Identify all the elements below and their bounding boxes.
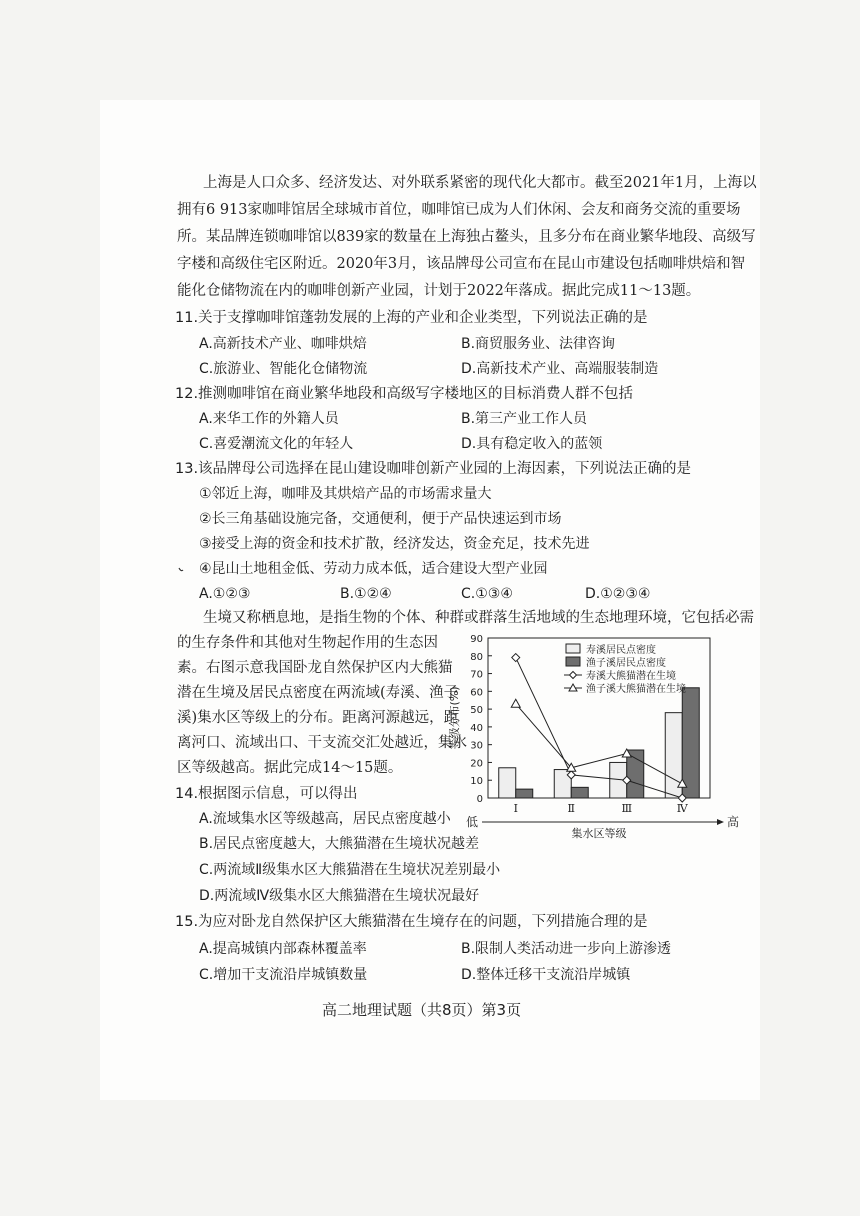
question-14-option-c[interactable]: C.两流域Ⅱ级集水区大熊猫潜在生境状况差别最小 — [199, 862, 501, 878]
triangle-point — [511, 699, 520, 707]
passage2-line-5: 溪)集水区等级上的分布。距离河源越远，距 — [177, 710, 459, 726]
passage2-line-1: 生境又称栖息地，是指生物的个体、种群或群落生活地域的生态地理环境，它包括必需 — [203, 610, 754, 626]
question-15-option-d[interactable]: D.整体迁移干支流沿岸城镇 — [461, 967, 631, 983]
y-tick-label: 10 — [470, 776, 483, 788]
passage1-line-2: 拥有6 913家咖啡馆居全球城市首位，咖啡馆已成为人们休闲、会友和商务交流的重要场 — [177, 202, 741, 218]
question-11-stem: 11.关于支撑咖啡馆蓬勃发展的上海的产业和企业类型，下列说法正确的是 — [175, 310, 648, 326]
question-15-stem: 15.为应对卧龙自然保护区大熊猫潜在生境存在的问题，下列措施合理的是 — [175, 914, 648, 930]
question-13-item-2: ②长三角基础设施完备，交通便利，便于产品快速运到市场 — [199, 511, 562, 527]
bar — [571, 787, 588, 798]
stray-mark-icon — [178, 567, 184, 573]
x-tick-label: Ⅲ — [621, 802, 633, 815]
bar — [516, 789, 533, 798]
y-tick-label: 50 — [470, 705, 483, 717]
x-axis-label: 集水区等级 — [571, 827, 627, 840]
diamond-point — [512, 654, 520, 662]
legend-label: 寿溪大熊猫潜在生境 — [586, 671, 676, 682]
passage1-line-3: 所。某品牌连锁咖啡馆以839家的数量在上海独占鳌头，且多分布在商业繁华地段、高级写 — [177, 229, 756, 245]
question-12-stem: 12.推测咖啡馆在商业繁华地段和高级写字楼地区的目标消费人群不包括 — [175, 386, 634, 402]
question-13-option-b[interactable]: B.①②④ — [340, 586, 392, 602]
y-tick-label: 60 — [470, 687, 483, 699]
question-13-stem: 13.该品牌母公司选择在昆山建设咖啡创新产业园的上海因素，下列说法正确的是 — [175, 461, 692, 477]
y-tick-label: 40 — [470, 722, 483, 734]
question-11-option-b[interactable]: B.商贸服务业、法律咨询 — [461, 336, 616, 352]
question-14-stem: 14.根据图示信息，可以得出 — [175, 786, 358, 802]
passage1-line-5: 能化仓储物流在内的咖啡创新产业园，计划于2022年落成。据此完成11～13题。 — [177, 283, 701, 299]
question-12-option-a[interactable]: A.来华工作的外籍人员 — [199, 411, 339, 427]
passage2-line-4: 潜在生境及居民点密度在两流域(寿溪、渔子 — [177, 685, 459, 701]
legend-diamond-icon — [570, 672, 577, 679]
question-13-item-4: ④昆山土地租金低、劳动力成本低，适合建设大型产业园 — [199, 561, 548, 577]
question-13-item-3: ③接受上海的资金和技术扩散，经济发达，资金充足，技术先进 — [199, 536, 590, 552]
legend-swatch — [566, 657, 580, 666]
y-axis-label: 等级分布(%) — [448, 686, 461, 750]
legend-label: 渔子溪大熊猫潜在生境 — [586, 684, 686, 695]
question-15-option-a[interactable]: A.提高城镇内部森林覆盖率 — [199, 941, 367, 957]
legend-label: 寿溪居民点密度 — [586, 645, 656, 656]
question-12-option-c[interactable]: C.喜爱潮流文化的年轻人 — [199, 436, 354, 452]
y-tick-label: 20 — [470, 758, 483, 770]
question-12-option-d[interactable]: D.具有稳定收入的蓝领 — [461, 436, 603, 452]
question-11-option-a[interactable]: A.高新技术产业、咖啡烘焙 — [199, 336, 367, 352]
question-12-option-b[interactable]: B.第三产业工作人员 — [461, 411, 588, 427]
x-low-label: 低 — [466, 815, 479, 829]
y-tick-label: 0 — [476, 794, 483, 805]
question-14-option-b[interactable]: B.居民点密度越大，大熊猫潜在生境状况越差 — [199, 836, 480, 852]
question-11-option-d[interactable]: D.高新技术产业、高端服装制造 — [461, 361, 659, 377]
question-13-option-a[interactable]: A.①②③ — [199, 586, 251, 602]
y-tick-label: 90 — [470, 634, 483, 645]
passage1-line-1: 上海是人口众多、经济发达、对外联系紧密的现代化大都市。截至2021年1月，上海以 — [203, 175, 757, 191]
x-arrow-head — [717, 819, 724, 825]
y-tick-label: 70 — [470, 669, 483, 681]
passage2-line-6: 离河口、流域出口、干支流交汇处越近，集水 — [177, 735, 467, 751]
x-tick-label: Ⅰ — [513, 802, 518, 815]
question-11-option-c[interactable]: C.旅游业、智能化仓储物流 — [199, 361, 368, 377]
question-14-option-d[interactable]: D.两流域Ⅳ级集水区大熊猫潜在生境状况最好 — [199, 888, 480, 904]
question-13-option-c[interactable]: C.①③④ — [461, 586, 513, 602]
passage2-line-3: 素。右图示意我国卧龙自然保护区内大熊猫 — [177, 660, 453, 676]
legend-swatch — [566, 644, 580, 653]
y-tick-label: 80 — [470, 651, 483, 663]
x-tick-label: Ⅳ — [676, 802, 688, 815]
question-15-option-c[interactable]: C.增加干支流沿岸城镇数量 — [199, 967, 368, 983]
question-13-item-1: ①邻近上海，咖啡及其烘焙产品的市场需求量大 — [199, 486, 492, 502]
question-13-option-d[interactable]: D.①②③④ — [585, 586, 651, 602]
page-footer: 高二地理试题（共8页）第3页 — [322, 1001, 522, 1019]
passage1-line-4: 字楼和高级住宅区附近。2020年3月，该品牌母公司宣布在昆山市建设包括咖啡烘焙和智 — [177, 256, 746, 272]
x-high-label: 高 — [727, 815, 740, 829]
question-14-option-a[interactable]: A.流域集水区等级越高，居民点密度越小 — [199, 811, 451, 827]
y-tick-label: 30 — [470, 740, 483, 752]
bar — [682, 688, 699, 798]
series-line — [516, 704, 683, 784]
habitat-density-chart — [445, 626, 740, 841]
passage2-line-7: 区等级越高。据此完成14～15题。 — [177, 760, 403, 776]
question-15-option-b[interactable]: B.限制人类活动进一步向上游渗透 — [461, 941, 672, 957]
legend-label: 渔子溪居民点密度 — [586, 658, 666, 669]
x-tick-label: Ⅱ — [567, 802, 575, 815]
bar — [499, 768, 516, 798]
passage2-line-2: 的生存条件和其他对生物起作用的生态因 — [177, 635, 438, 651]
